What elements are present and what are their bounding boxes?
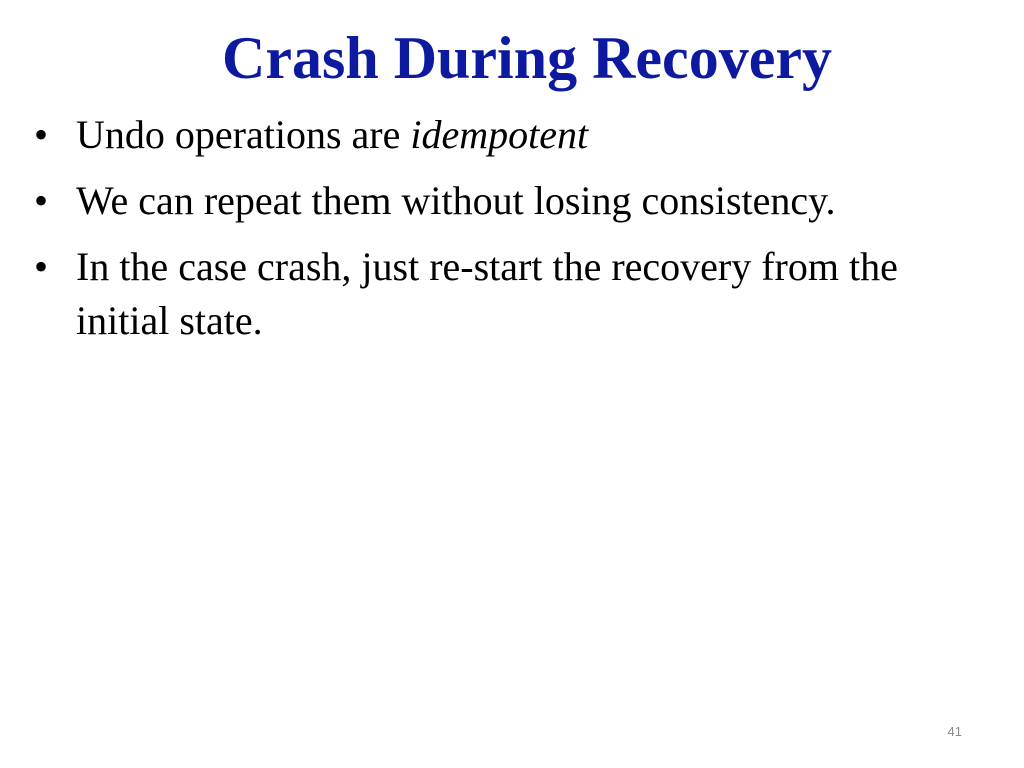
- bullet-dot-icon: •: [34, 244, 49, 289]
- bullet-item: [34, 108, 974, 162]
- bullet-dot-icon: •: [34, 112, 49, 157]
- bullet-dot-icon: •: [34, 178, 49, 223]
- bullet-emphasis: idempotent: [410, 112, 589, 157]
- bullet-text: We can repeat them without losing consistency.: [76, 178, 836, 223]
- bullet-item: [34, 240, 974, 348]
- bullet-item: [34, 174, 974, 228]
- bullet-text: In the case crash, just re-start the recovery from the initial state.: [76, 244, 898, 343]
- bullet-text: Undo operations are: [76, 112, 411, 157]
- slide-title: Crash During Recovery: [222, 25, 832, 91]
- bullet-list: [34, 108, 974, 360]
- page-number: 41: [947, 724, 962, 739]
